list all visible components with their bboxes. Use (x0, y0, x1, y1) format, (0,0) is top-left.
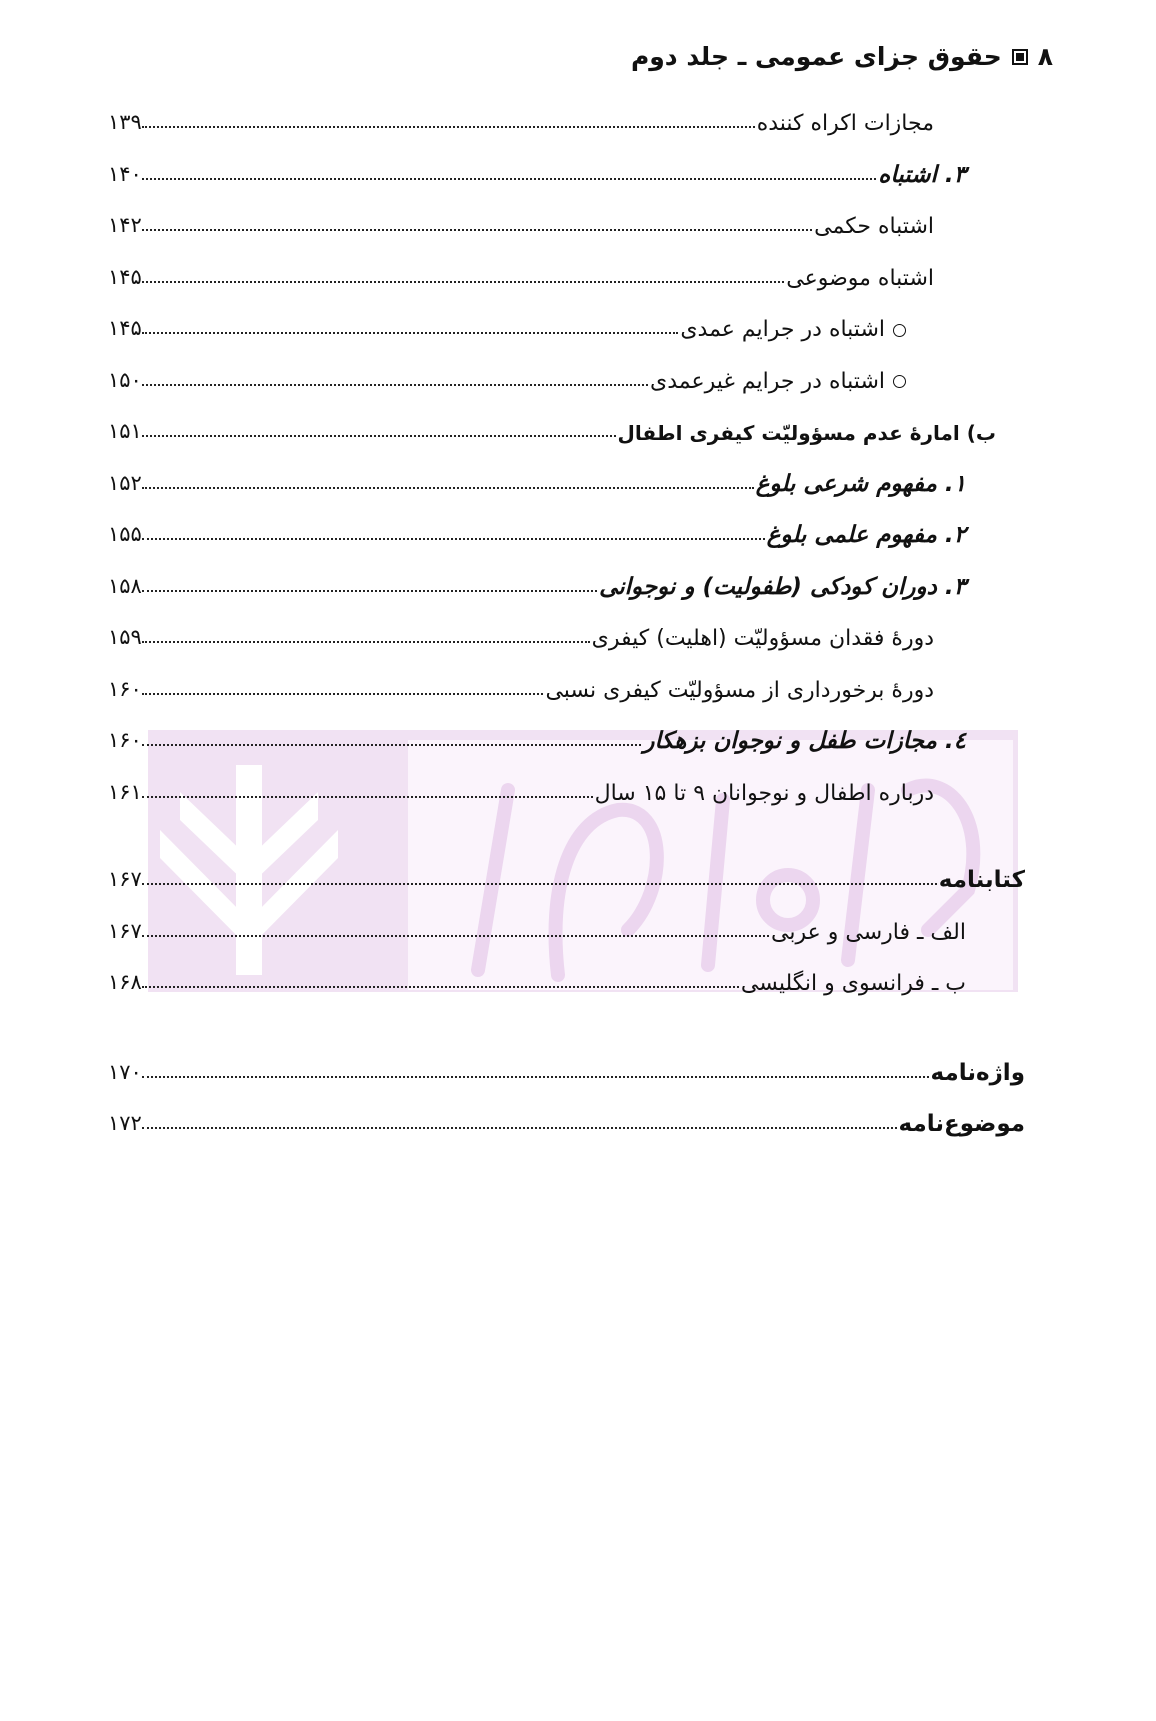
toc-page-number: ۱۶۰ (108, 728, 142, 752)
dot-leader (142, 589, 597, 592)
toc-entry-text: درباره اطفال و نوجوانان ۹ تا ۱۵ سال (594, 780, 934, 806)
toc-entry[interactable] (108, 857, 1025, 897)
toc-page-number: ۱۴۲ (108, 213, 142, 237)
toc-page-number: ۱۵۱ (108, 419, 142, 443)
toc-entry[interactable] (108, 667, 934, 707)
toc-entry-text: ب) امارهٔ عدم مسؤولیّت کیفری اطفال (617, 421, 996, 445)
toc-entry[interactable] (108, 615, 934, 655)
toc-entry-text: ۱. مفهوم شرعی بلوغ (755, 470, 966, 497)
toc-page-number: ۱۵۹ (108, 625, 142, 649)
dot-leader (142, 1075, 929, 1078)
toc-entry-text: کتابنامه (938, 867, 1025, 893)
toc-page-number: ۱۴۵ (108, 264, 142, 289)
dot-leader (142, 640, 590, 643)
toc-entry-title (592, 626, 934, 655)
toc-entry[interactable] (108, 770, 934, 810)
toc-entry-title (741, 971, 966, 1000)
toc-entry-text: اشتباه حکمی (814, 214, 934, 239)
dot-leader (142, 434, 616, 437)
toc-entry-title (599, 574, 966, 604)
toc-entry-text: الف ـ فارسی و عربی (771, 919, 966, 945)
toc-entry-text: مجازات اکراه کننده (756, 111, 934, 136)
dot-leader (142, 537, 765, 540)
toc-entry[interactable] (108, 100, 934, 140)
toc-entry-text: موضوع‌نامه (898, 1111, 1025, 1137)
toc-entry-title (771, 920, 966, 949)
toc-entry-text: اشتباه در جرایم عمدی (680, 317, 885, 342)
circle-bullet-icon (893, 375, 906, 388)
dot-leader (142, 177, 876, 180)
toc-entry-title (899, 1111, 1025, 1141)
dot-leader (142, 331, 678, 334)
toc-entry[interactable] (108, 358, 906, 398)
toc-page-number: ۱۷۲ (108, 1111, 142, 1135)
toc-entry[interactable] (108, 718, 966, 758)
toc-page-number: ۱۳۹ (108, 110, 142, 134)
toc-entry-title (878, 162, 966, 192)
toc-page-number: ۱۶۰ (108, 676, 142, 701)
toc-page-number: ۱۶۸ (108, 970, 142, 994)
toc-page-number: ۱۷۰ (108, 1059, 142, 1084)
toc-entry[interactable] (108, 203, 934, 243)
toc-entry-title (650, 369, 906, 398)
toc-entry-title (757, 111, 934, 140)
toc-entry-text: دورهٔ برخورداری از مسؤولیّت کیفری نسبی (545, 677, 934, 703)
toc-entry-title (618, 421, 996, 449)
dot-leader (142, 1126, 897, 1129)
toc-entry-title (814, 214, 934, 243)
toc-entry-text: ب ـ فرانسوی و انگلیسی (740, 971, 966, 996)
toc-entry-text: دورهٔ فقدان مسؤولیّت (اهلیت) کیفری (591, 626, 934, 651)
toc-page-number: ۱۶۷ (108, 867, 142, 891)
toc-entry-text: ۳. دوران کودکی (طفولیت) و نوجوانی (599, 573, 966, 600)
dot-leader (142, 383, 648, 386)
toc-entry[interactable] (108, 152, 966, 192)
toc-entry-title (680, 317, 906, 346)
toc-entry[interactable] (108, 909, 966, 949)
circle-bullet-icon (893, 324, 906, 337)
dot-leader (142, 985, 739, 988)
toc-entry[interactable] (108, 960, 966, 1000)
dot-leader (142, 795, 593, 798)
toc-entry[interactable] (108, 564, 966, 604)
toc-entry-text: اشتباه در جرایم غیرعمدی (650, 368, 885, 394)
toc-entry[interactable] (108, 409, 996, 449)
toc-entry-title (767, 522, 966, 552)
toc-entry-title (786, 266, 934, 295)
dot-leader (142, 228, 812, 231)
toc-page-number: ۱۵۸ (108, 573, 142, 598)
toc-page-number: ۱۵۲ (108, 470, 142, 495)
toc-entry-title (756, 471, 966, 501)
toc-page-number: ۱۶۱ (108, 779, 142, 804)
dot-leader (142, 692, 544, 695)
toc-page-number: ۱۴۵ (108, 316, 142, 340)
toc-page-number: ۱۴۰ (108, 161, 142, 186)
toc-entry-text: ٤. مجازات طفل و نوجوان بزهکار (643, 728, 966, 754)
toc-entry-text: ۳. اشتباه (878, 161, 966, 188)
toc-page-number: ۱۵۵ (108, 522, 142, 546)
book-title: حقوق جزای عمومی ـ جلد دوم (630, 42, 1002, 71)
toc-entry-text: ۲. مفهوم علمی بلوغ (766, 522, 966, 548)
toc-entry[interactable] (108, 1101, 1025, 1141)
toc-entry-title (595, 781, 934, 810)
dot-leader (142, 743, 642, 746)
toc-entry-text: اشتباه موضوعی (786, 265, 934, 291)
dot-leader (142, 486, 754, 489)
toc-entry[interactable] (108, 306, 906, 346)
toc-entry[interactable] (108, 1050, 1025, 1090)
toc-page-number: ۱۵۰ (108, 367, 142, 392)
toc-page-number: ۱۶۷ (108, 918, 142, 943)
toc-entry-title (931, 1060, 1025, 1090)
toc-entry[interactable] (108, 512, 966, 552)
dot-leader (142, 882, 937, 885)
toc-entry-title (939, 867, 1025, 897)
toc-entry-title (643, 728, 966, 758)
page-header (631, 42, 1053, 71)
dot-leader (142, 125, 755, 128)
toc-entry-text: واژه‌نامه (930, 1059, 1025, 1086)
dot-leader (142, 280, 784, 283)
page-number: ۸ (1037, 42, 1053, 71)
dot-leader (142, 934, 769, 937)
boxed-square-icon (1012, 49, 1028, 65)
toc-entry-title (545, 678, 934, 707)
toc-entry[interactable] (108, 255, 934, 295)
toc-entry[interactable] (108, 461, 966, 501)
